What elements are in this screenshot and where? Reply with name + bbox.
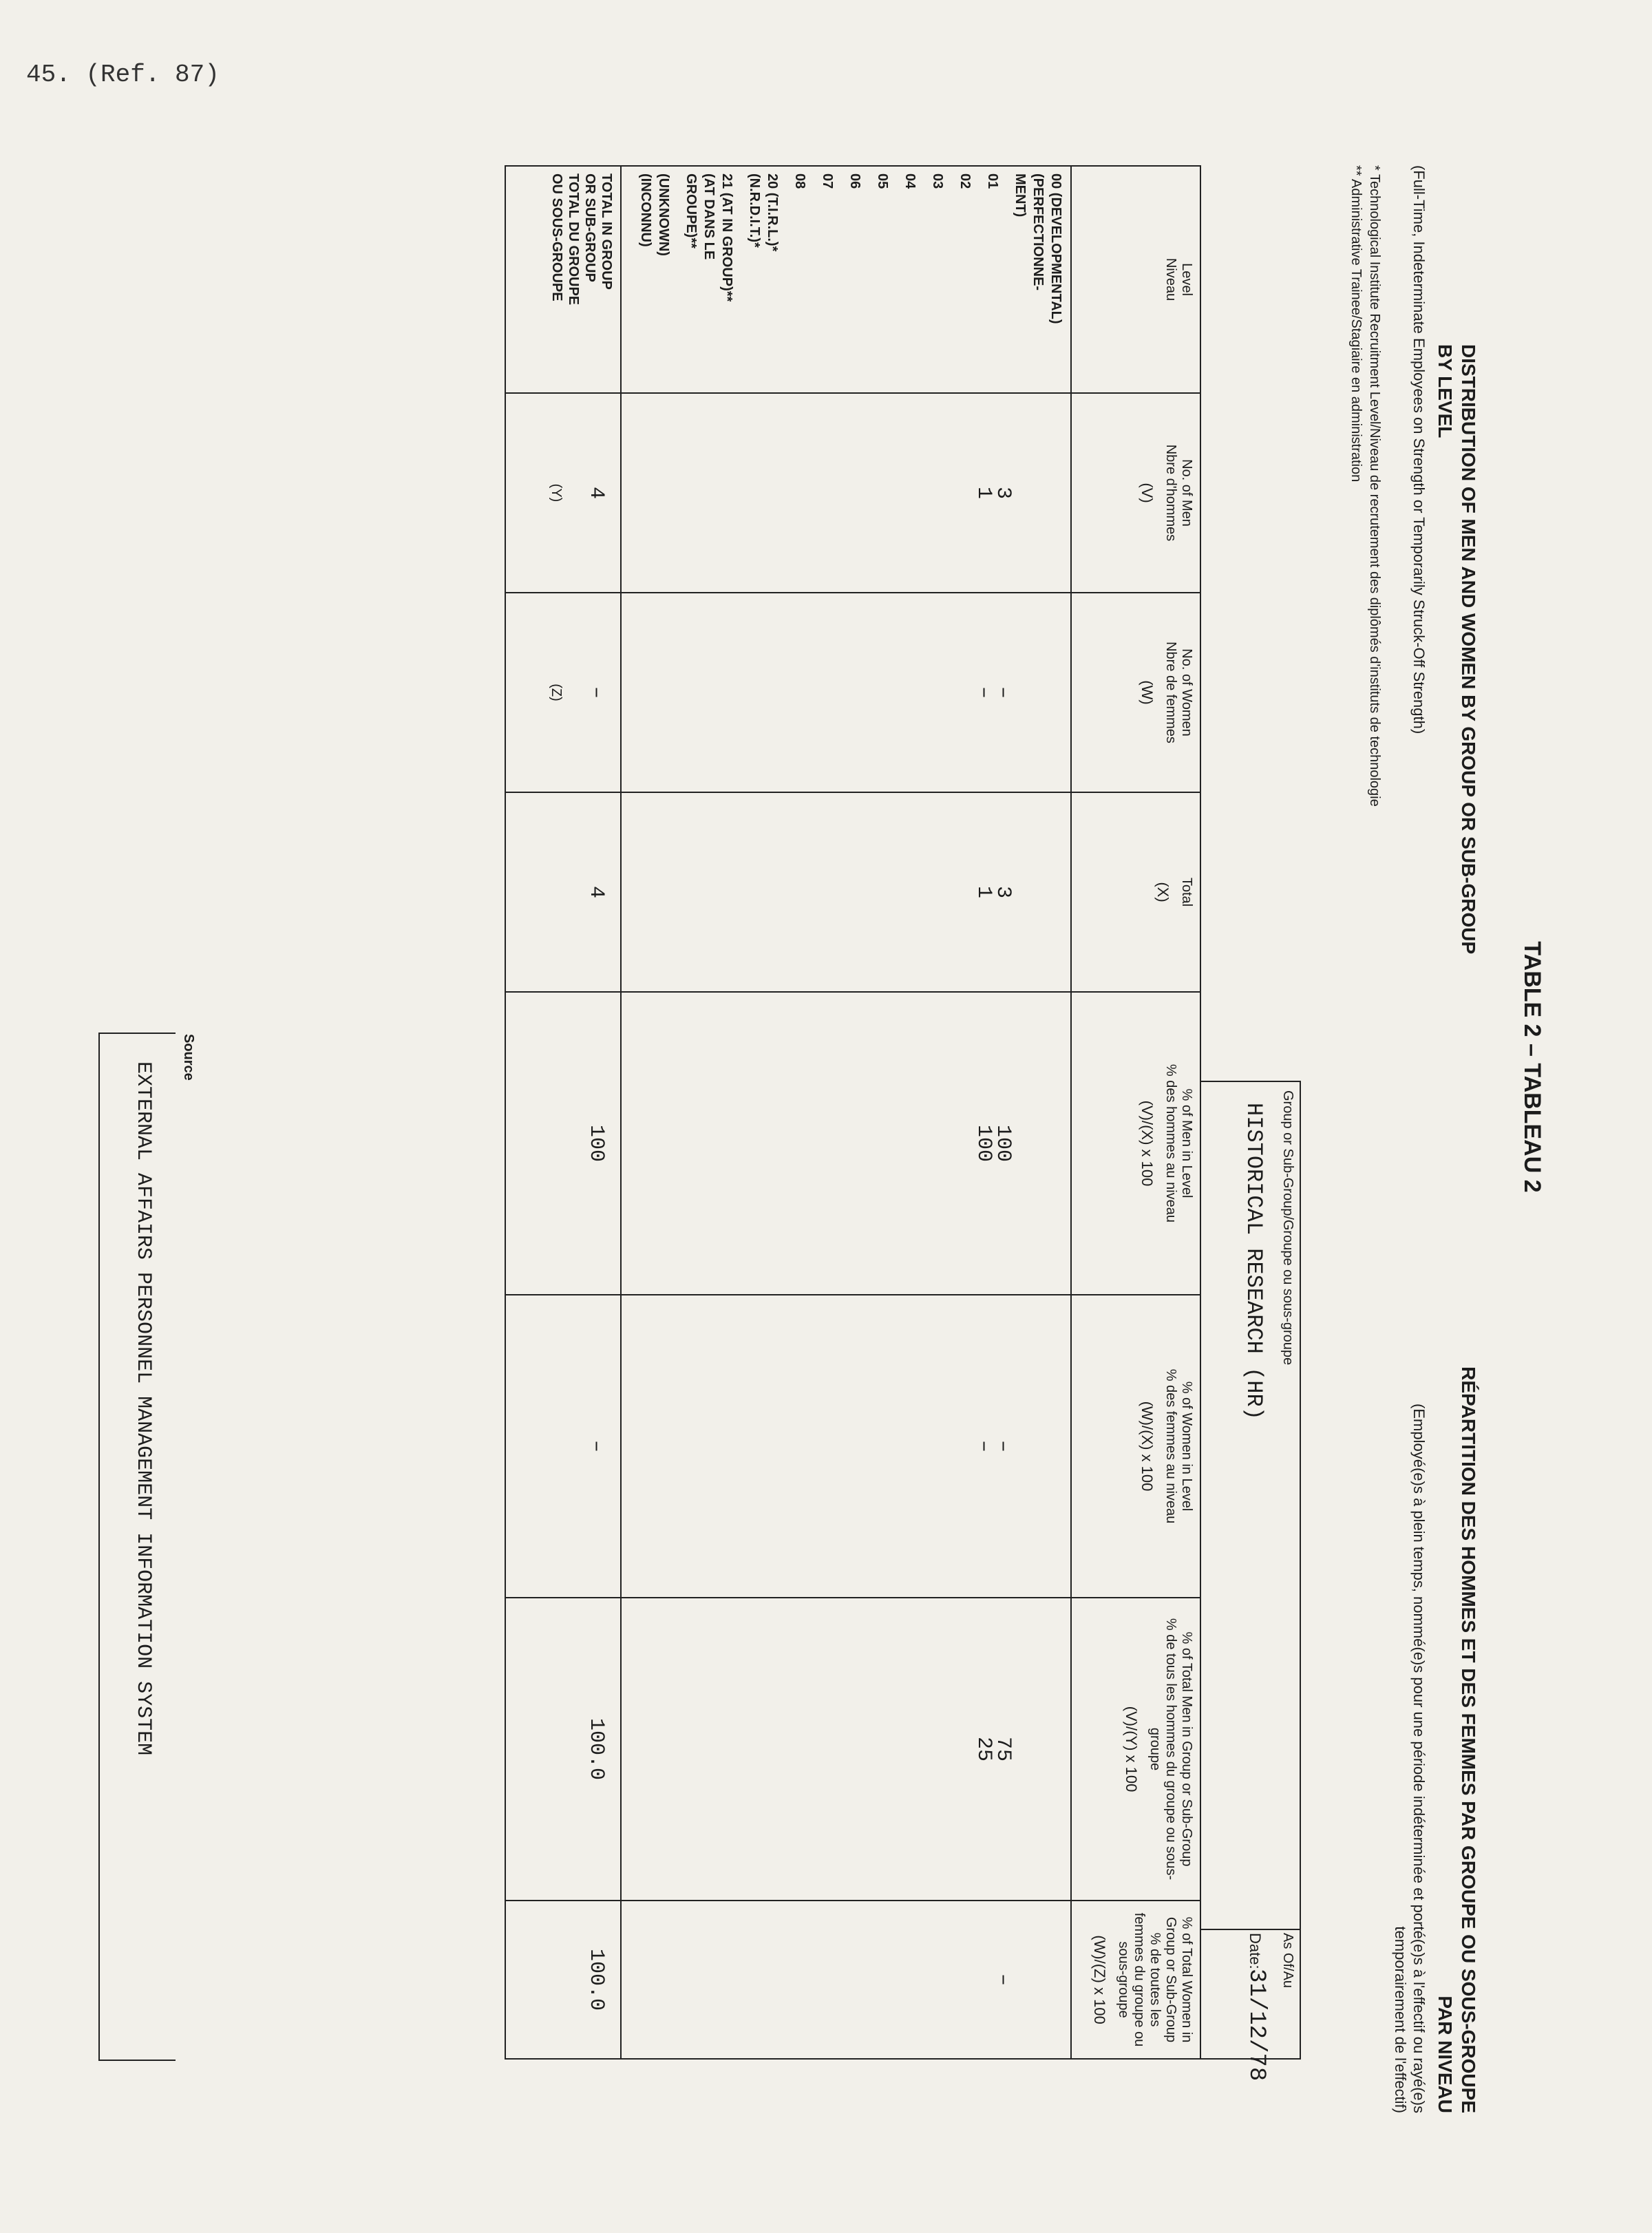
level-05: 05: [875, 173, 890, 189]
pct-women-values: [621, 1295, 1071, 1598]
column-header-men: No. of Men Nbre d'hommes (V): [1071, 393, 1200, 593]
row-02-women: –: [991, 686, 1015, 699]
level-01: 01: [985, 173, 1000, 189]
footnotes: [1346, 165, 1384, 1335]
column-header-pct-men-level: % of Men in Level % des hommes au niveau (V)/(X) x 100: [1071, 992, 1200, 1295]
row-03-pct-total-women: [974, 1908, 993, 2051]
women-values: [621, 593, 1071, 792]
column-header-pct-total-men: % of Total Men in Group or Sub-Group % de tous les hommes du groupe ou sous-groupe (V)/(Y) x 100: [1071, 1598, 1200, 1901]
row-02-pct-women: –: [991, 1439, 1015, 1452]
footnote-double-star: ** Administrative Trainee/Stagiaire en administration: [1348, 165, 1364, 483]
total-men-code: (Y): [549, 483, 564, 502]
total-total: 4: [584, 885, 608, 898]
page-number: [26, 61, 220, 89]
level-06: 06: [847, 173, 862, 189]
total-women: –: [584, 686, 608, 699]
title-french: RÉPARTITION DES HOMMES ET DES FEMMES PAR GROUPE OU SOUS-GROUPE PAR NIVEAU: [1434, 1366, 1479, 2113]
source-label: Source: [181, 1034, 196, 1081]
date-box: [1200, 1927, 1301, 2082]
total-pct-total-women: 100.0: [584, 1948, 608, 2011]
source-box: [98, 1033, 196, 2061]
level-00: 00 (DEVELOPMENTAL) (PERFECTIONNE- MENT): [1013, 173, 1063, 324]
table-title: TABLE 2 – TABLEAU 2: [1519, 941, 1545, 1193]
level-20: 20 (T.I.R.L.)* (N.R.D.I.T.)*: [747, 173, 780, 252]
total-pct-women: –: [584, 1439, 608, 1452]
column-header-pct-total-women: % of Total Women in Group or Sub-Group % de toutes les femmes du groupe ou sous-groupe (W)/(Z) x 100: [1071, 1901, 1200, 2059]
pct-total-women-values: [621, 1901, 1071, 2059]
totals-row: [505, 166, 621, 2059]
group-label: Group or Sub-Group/Groupe ou sous-groupe: [1280, 1090, 1295, 1366]
group-box: [1200, 1081, 1301, 1930]
rotated-sheet: [131, 83, 1569, 2148]
level-21: 21 (AT IN GROUP)** (AT DANS LE GROUPE)**: [684, 173, 734, 302]
men-values: [621, 393, 1071, 593]
subtitle-french: (Employé(e)s à plein temps, nommé(e)s pour une période indéterminée et porté(e)s à l'effectif ou rayé(e)s temporairement de l'effectif): [1392, 1404, 1428, 2113]
row-03-pct-women: –: [972, 1439, 995, 1452]
row-03-total: 1: [972, 885, 995, 898]
pct-men-values: [621, 992, 1071, 1295]
column-header-level: Level Niveau: [1071, 166, 1200, 393]
date-label: As Of/Au: [1280, 1933, 1295, 1989]
total-pct-total-men: 100.0: [584, 1717, 608, 1780]
row-03-pct-men: 100: [972, 1124, 995, 1162]
level-03: 03: [930, 173, 945, 189]
level-unknown: (UNKNOWN) (INCONNU): [638, 173, 671, 256]
row-02-pct-men: 100: [991, 1124, 1015, 1162]
subtitle-english: (Full-Time, Indeterminate Employees on Strength or Temporarily Struck-Off Strength): [1410, 165, 1428, 734]
row-03-pct-total-men: 25: [972, 1736, 995, 1761]
date-prefix: Date:: [1247, 1933, 1264, 1969]
totals-label: TOTAL IN GROUP OR SUB-GROUP TOTAL DU GROUPE OU SOUS-GROUPE: [549, 173, 614, 306]
source-value: EXTERNAL AFFAIRS PERSONNEL MANAGEMENT INFORMATION SYSTEM: [131, 1061, 155, 1756]
row-02-total: 3: [991, 885, 1015, 898]
level-07: 07: [820, 173, 835, 189]
row-03-men: 1: [972, 486, 995, 499]
column-header-pct-women-level: % of Women in Level % des femmes au niveau (W)/(X) x 100: [1071, 1295, 1200, 1598]
row-02-pct-total-men: 75: [991, 1736, 1015, 1761]
level-list: [621, 166, 1071, 393]
row-02-pct-total-women: –: [991, 1973, 1015, 1986]
title-english: DISTRIBUTION OF MEN AND WOMEN BY GROUP OR SUB-GROUP BY LEVEL: [1434, 344, 1479, 954]
column-header-women: No. of Women Nbre de femmes (W): [1071, 593, 1200, 792]
total-women-code: (Z): [549, 684, 564, 701]
table-body-row: [621, 166, 1071, 2059]
page-reference: (Ref. 87): [85, 61, 220, 89]
date-value: 31/12/78: [1243, 1969, 1269, 2082]
pct-total-men-values: [621, 1598, 1071, 1901]
table-header-row: [1071, 166, 1200, 2059]
group-value: HISTORICAL RESEARCH (HR): [1241, 1103, 1267, 1420]
level-08: 08: [792, 173, 807, 189]
page-number-value: 45.: [26, 61, 71, 89]
row-03-women: –: [972, 686, 995, 699]
total-pct-men: 100: [584, 1124, 608, 1162]
total-values: [621, 792, 1071, 992]
total-men: 4: [584, 486, 608, 499]
level-02: 02: [957, 173, 973, 189]
column-header-total: Total (X): [1071, 792, 1200, 992]
level-04: 04: [902, 173, 918, 189]
distribution-table: [505, 165, 1201, 2060]
row-02-men: 3: [991, 486, 1015, 499]
footnote-star: * Technological Institute Recruitment Level/Niveau de recrutement des diplômés d'instituts de technologie: [1367, 165, 1382, 807]
